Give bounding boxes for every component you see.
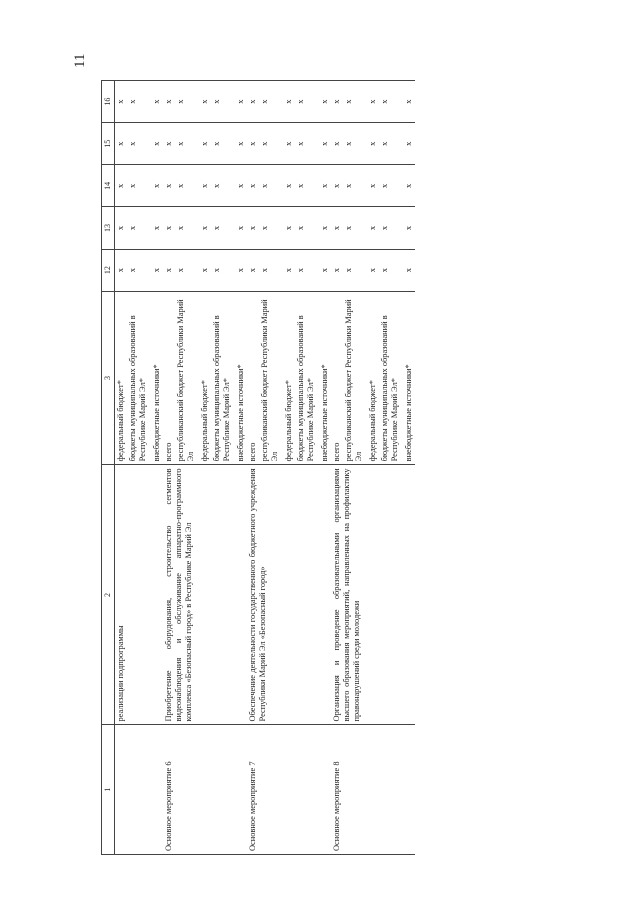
cross-mark: x	[367, 165, 379, 207]
cross-mark: x	[175, 81, 199, 123]
header-cell: 14	[102, 165, 115, 207]
cross-mark: x	[295, 249, 319, 291]
measure-description: Обеспечение деятельности государственного бюджетного учреждения Республики Марий Эл «Безопасный город»	[247, 465, 331, 725]
cross-mark: x	[127, 207, 151, 249]
cross-mark: x	[319, 165, 331, 207]
table-row	[331, 81, 343, 855]
cross-mark: x	[343, 81, 367, 123]
cross-mark: x	[127, 81, 151, 123]
cross-mark: x	[379, 249, 403, 291]
cross-mark: x	[259, 123, 283, 165]
budget-table	[101, 80, 415, 855]
funding-source: бюджеты муниципальных образований в Республике Марий Эл*	[379, 291, 403, 465]
funding-source: бюджеты муниципальных образований в Республике Марий Эл*	[295, 291, 319, 465]
cross-mark: x	[151, 165, 163, 207]
cross-mark: x	[211, 123, 235, 165]
funding-source: всего	[247, 291, 259, 465]
cross-mark: x	[163, 81, 175, 123]
cross-mark: x	[319, 123, 331, 165]
cross-mark: x	[367, 81, 379, 123]
cross-mark: x	[163, 249, 175, 291]
cross-mark: x	[259, 81, 283, 123]
cross-mark: x	[211, 165, 235, 207]
cross-mark: x	[379, 207, 403, 249]
measure-description: реализации подпрограммы	[115, 465, 164, 725]
cross-mark: x	[235, 123, 247, 165]
measure-description: Организация и проведение образовательными организациями высшего образования мероприятий, направленных на профилактику правонарушений среди молодежи	[331, 465, 415, 725]
cross-mark: x	[235, 165, 247, 207]
funding-source: всего	[331, 291, 343, 465]
cross-mark: x	[319, 81, 331, 123]
header-cell: 1	[102, 725, 115, 855]
cross-mark: x	[379, 165, 403, 207]
measure-label: Основное мероприятие 6	[163, 725, 247, 855]
cross-mark: x	[235, 81, 247, 123]
cross-mark: x	[247, 249, 259, 291]
cross-mark: x	[163, 123, 175, 165]
cross-mark: x	[247, 123, 259, 165]
cross-mark: x	[403, 207, 415, 249]
cross-mark: x	[319, 207, 331, 249]
cross-mark: x	[247, 165, 259, 207]
measure-label: Основное мероприятие 7	[247, 725, 331, 855]
measure-description: Приобретение оборудования, строительство сегментов видеонаблюдения и обслуживание аппаратно-программного комплекса «Безопасный город» в Республике Марий Эл	[163, 465, 247, 725]
header-row	[102, 81, 115, 855]
cross-mark: x	[115, 165, 128, 207]
cross-mark: x	[175, 207, 199, 249]
measure-label	[115, 725, 164, 855]
table-row	[115, 81, 128, 855]
funding-source: республиканский бюджет Республики Марий Эл	[343, 291, 367, 465]
cross-mark: x	[115, 249, 128, 291]
table-row	[247, 81, 259, 855]
cross-mark: x	[343, 123, 367, 165]
cross-mark: x	[151, 249, 163, 291]
cross-mark: x	[367, 123, 379, 165]
cross-mark: x	[151, 123, 163, 165]
header-cell: 16	[102, 81, 115, 123]
page-number: 11	[72, 53, 88, 68]
cross-mark: x	[259, 249, 283, 291]
cross-mark: x	[163, 165, 175, 207]
cross-mark: x	[331, 165, 343, 207]
funding-source: всего	[163, 291, 175, 465]
cross-mark: x	[211, 249, 235, 291]
funding-source: внебюджетные источники*	[151, 291, 163, 465]
header-cell: 15	[102, 123, 115, 165]
cross-mark: x	[211, 207, 235, 249]
cross-mark: x	[247, 207, 259, 249]
cross-mark: x	[115, 123, 128, 165]
cross-mark: x	[343, 207, 367, 249]
cross-mark: x	[199, 81, 211, 123]
cross-mark: x	[127, 249, 151, 291]
cross-mark: x	[127, 123, 151, 165]
header-cell: 2	[102, 465, 115, 725]
table-body	[115, 81, 416, 855]
cross-mark: x	[151, 81, 163, 123]
cross-mark: x	[259, 207, 283, 249]
cross-mark: x	[115, 207, 128, 249]
cross-mark: x	[283, 123, 295, 165]
cross-mark: x	[235, 207, 247, 249]
cross-mark: x	[403, 165, 415, 207]
funding-source: федеральный бюджет*	[283, 291, 295, 465]
cross-mark: x	[151, 207, 163, 249]
funding-source: республиканский бюджет Республики Марий Эл	[259, 291, 283, 465]
cross-mark: x	[343, 165, 367, 207]
rotated-table-sheet	[101, 80, 543, 855]
cross-mark: x	[211, 81, 235, 123]
funding-source: федеральный бюджет*	[199, 291, 211, 465]
cross-mark: x	[175, 249, 199, 291]
cross-mark: x	[403, 123, 415, 165]
cross-mark: x	[283, 165, 295, 207]
funding-source: внебюджетные источники*	[235, 291, 247, 465]
measure-label: Основное мероприятие 8	[331, 725, 415, 855]
cross-mark: x	[163, 207, 175, 249]
cross-mark: x	[331, 123, 343, 165]
cross-mark: x	[331, 81, 343, 123]
cross-mark: x	[295, 81, 319, 123]
cross-mark: x	[295, 207, 319, 249]
cross-mark: x	[367, 249, 379, 291]
cross-mark: x	[331, 249, 343, 291]
header-cell: 12	[102, 249, 115, 291]
funding-source: внебюджетные источники*	[319, 291, 331, 465]
header-cell: 13	[102, 207, 115, 249]
funding-source: федеральный бюджет*	[115, 291, 128, 465]
cross-mark: x	[343, 249, 367, 291]
cross-mark: x	[331, 207, 343, 249]
cross-mark: x	[295, 165, 319, 207]
cross-mark: x	[379, 123, 403, 165]
cross-mark: x	[379, 81, 403, 123]
cross-mark: x	[199, 123, 211, 165]
header-cell: 3	[102, 291, 115, 465]
table-row	[163, 81, 175, 855]
funding-source: республиканский бюджет Республики Марий Эл	[175, 291, 199, 465]
cross-mark: x	[403, 81, 415, 123]
cross-mark: x	[175, 123, 199, 165]
cross-mark: x	[283, 207, 295, 249]
cross-mark: x	[199, 249, 211, 291]
cross-mark: x	[367, 207, 379, 249]
cross-mark: x	[283, 81, 295, 123]
cross-mark: x	[247, 81, 259, 123]
cross-mark: x	[199, 207, 211, 249]
cross-mark: x	[319, 249, 331, 291]
cross-mark: x	[235, 249, 247, 291]
cross-mark: x	[127, 165, 151, 207]
funding-source: внебюджетные источники*	[403, 291, 415, 465]
cross-mark: x	[295, 123, 319, 165]
cross-mark: x	[175, 165, 199, 207]
funding-source: федеральный бюджет*	[367, 291, 379, 465]
cross-mark: x	[283, 249, 295, 291]
cross-mark: x	[403, 249, 415, 291]
cross-mark: x	[199, 165, 211, 207]
cross-mark: x	[259, 165, 283, 207]
funding-source: бюджеты муниципальных образований в Республике Марий Эл*	[127, 291, 151, 465]
cross-mark: x	[115, 81, 128, 123]
funding-source: бюджеты муниципальных образований в Республике Марий Эл*	[211, 291, 235, 465]
